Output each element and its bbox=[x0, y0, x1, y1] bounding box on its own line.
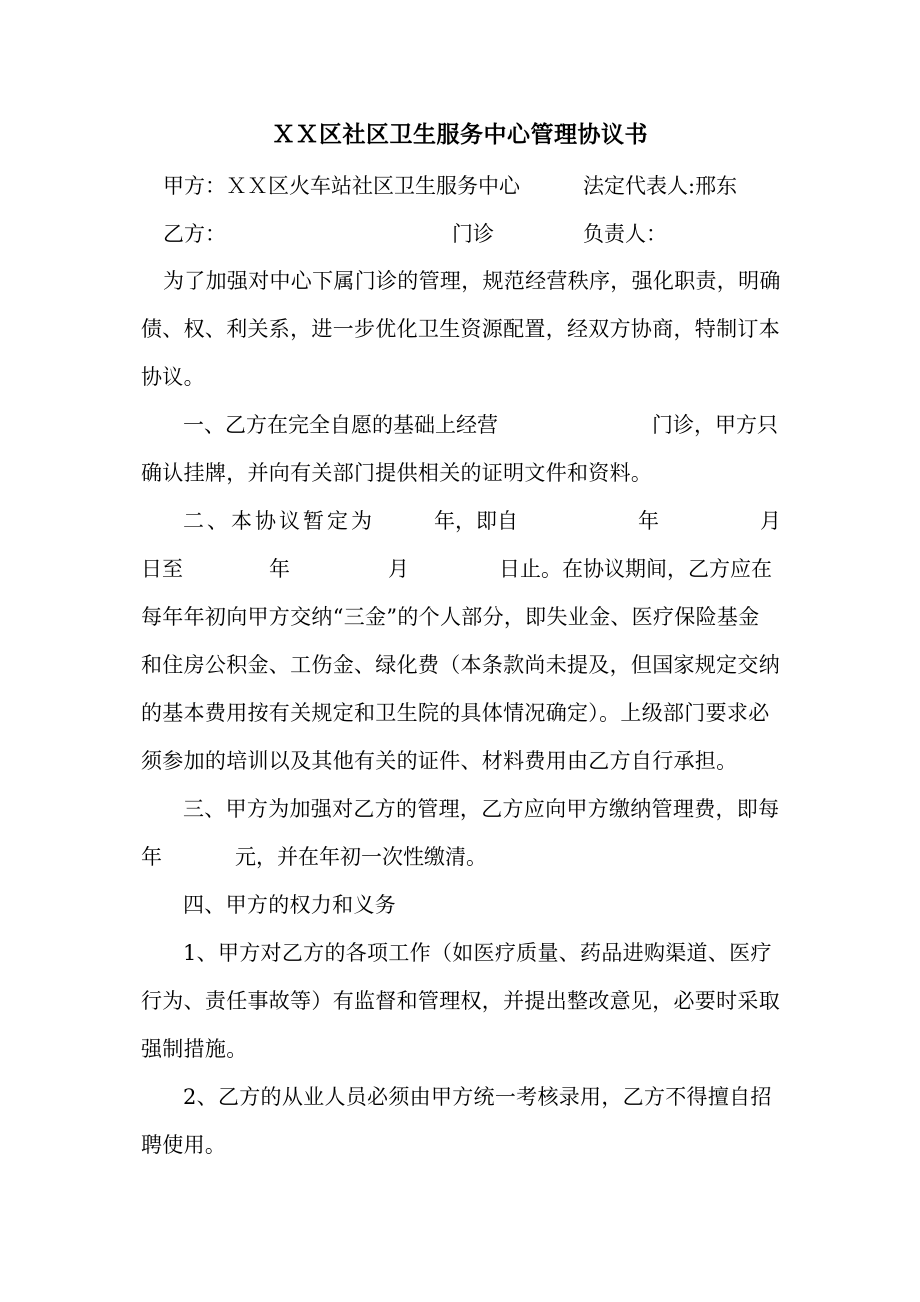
clause-2-text: 的基本费用按有关规定和卫生院的具体情况确定）。上级部门要求必 bbox=[141, 701, 770, 725]
clause-2-text: 月 bbox=[388, 557, 409, 581]
clause-4-heading: 四、甲方的权力和义务 bbox=[183, 893, 396, 917]
clause-2-text: 年，即自 bbox=[434, 509, 518, 533]
clause-3-text: 三、甲方为加强对乙方的管理，乙方应向甲方缴纳管理费，即每 bbox=[183, 797, 780, 821]
clause-3-text: 元，并在年初一次性缴清。 bbox=[235, 845, 487, 869]
clause-2-text: 月 bbox=[760, 509, 781, 533]
clause-4-item-2: 2、乙方的从业人员必须由甲方统一考核录用，乙方不得擅自招 bbox=[183, 1085, 772, 1109]
clause-1-text: 确认挂牌，并向有关部门提供相关的证明文件和资料。 bbox=[141, 461, 653, 485]
clause-2-text: 和住房公积金、工伤金、绿化费（本条款尚未提及，但国家规定交纳 bbox=[141, 653, 780, 677]
intro-line: 协议。 bbox=[141, 365, 205, 389]
document-title: ＸＸ区社区卫生服务中心管理协议书 bbox=[272, 121, 648, 148]
clause-2-text: 日止。在协议期间，乙方应在 bbox=[499, 557, 772, 581]
clause-2-text: 须参加的培训以及其他有关的证件、材料费用由乙方自行承担。 bbox=[141, 749, 738, 773]
party-b-clinic: 门诊 bbox=[452, 222, 494, 246]
clause-4-item-1: 行为、责任事故等）有监督和管理权，并提出整改意见，必要时采取 bbox=[141, 989, 780, 1013]
clause-4-item-1: 强制措施。 bbox=[141, 1037, 248, 1061]
clause-1-text: 一、乙方在完全自愿的基础上经营 bbox=[183, 413, 498, 437]
clause-2-text: 每年年初向甲方交纳“三金”的个人部分，即失业金、医疗保险基金 bbox=[141, 605, 760, 629]
intro-line: 债、权、利关系，进一步优化卫生资源配置，经双方协商，特制订本 bbox=[141, 317, 780, 341]
party-b-representative: 负责人： bbox=[583, 222, 667, 246]
clause-3-text: 年 bbox=[141, 845, 162, 869]
clause-4-item-1: 1、甲方对乙方的各项工作（如医疗质量、药品进购渠道、医疗 bbox=[183, 941, 772, 965]
clause-2-text: 年 bbox=[638, 509, 659, 533]
clause-2-text: 年 bbox=[269, 557, 290, 581]
intro-line: 为了加强对中心下属门诊的管理，规范经营秩序，强化职责，明确 bbox=[163, 269, 781, 293]
party-b-label: 乙方： bbox=[163, 222, 226, 246]
party-a-label: 甲方：ＸＸ区火车站社区卫生服务中心 bbox=[163, 174, 520, 198]
clause-2-text: 日至 bbox=[141, 557, 183, 581]
party-a-representative: 法定代表人:邢东 bbox=[583, 174, 738, 198]
clause-4-item-2: 聘使用。 bbox=[141, 1133, 227, 1157]
clause-1-text: 门诊，甲方只 bbox=[652, 413, 778, 437]
clause-2-text: 二、本协议暂定为 bbox=[183, 509, 375, 533]
